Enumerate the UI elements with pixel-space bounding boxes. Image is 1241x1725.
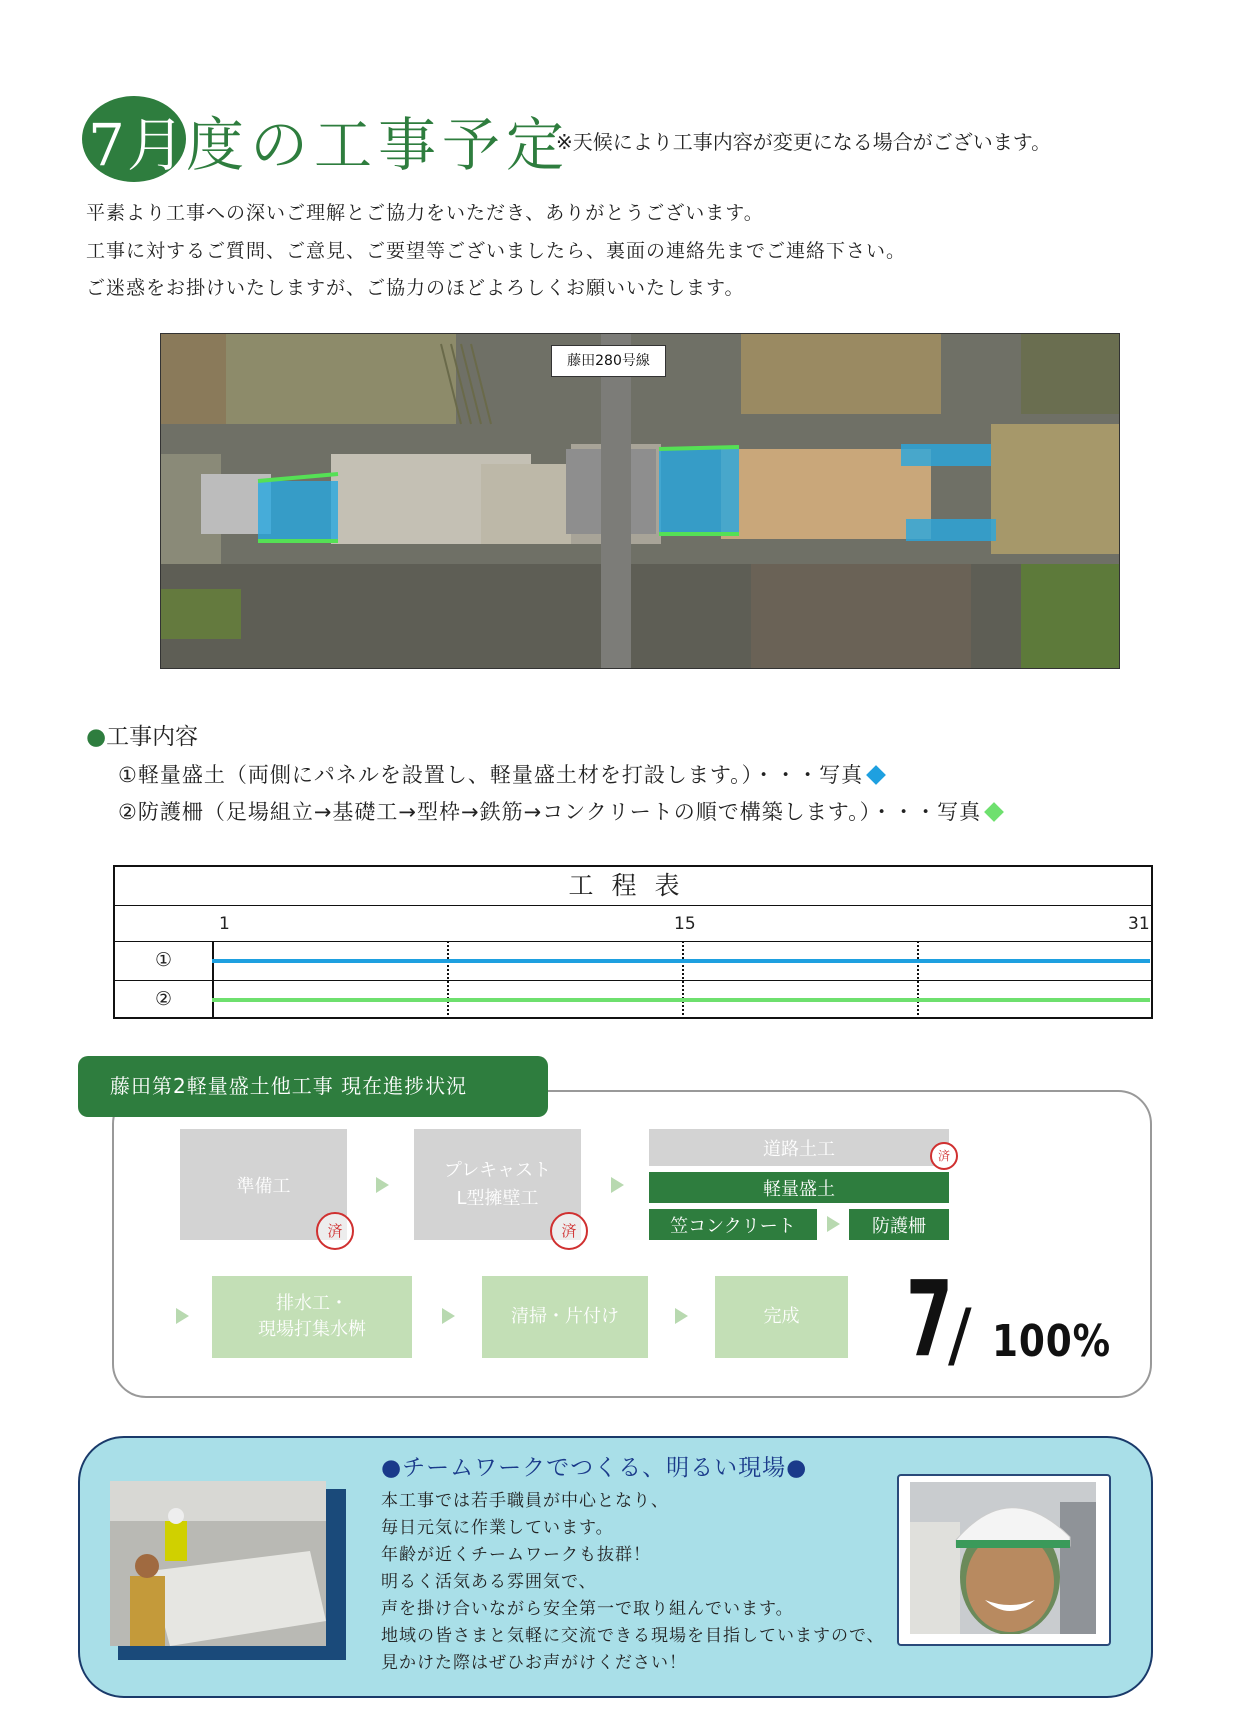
arrow-icon bbox=[675, 1308, 688, 1324]
done-stamp: 済 bbox=[550, 1212, 588, 1250]
step-road bbox=[649, 1129, 949, 1166]
road-label: 藤田280号線 bbox=[551, 345, 666, 377]
workers-photo-drawing bbox=[110, 1481, 326, 1646]
teamwork-line: 年齢が近くチームワークも抜群！ bbox=[381, 1545, 651, 1565]
teamwork-line: 声を掛け合いながら安全第一で取り組んでいます。 bbox=[381, 1599, 794, 1619]
works-item-2 bbox=[118, 796, 1001, 826]
works-title: 工事内容 bbox=[106, 724, 199, 750]
schedule-divider-2 bbox=[115, 980, 1151, 981]
schedule-bar-1 bbox=[212, 959, 1150, 963]
step-done-label: 完成 bbox=[763, 1306, 800, 1327]
step-road-label: 道路土工 bbox=[763, 1138, 835, 1160]
intro-line-2: 工事に対するご質問、ご意見、ご要望等ございましたら、裏面の連絡先までご連絡下さい。 bbox=[86, 240, 907, 262]
schedule-gridline bbox=[917, 941, 919, 1019]
schedule-gridline bbox=[682, 941, 684, 1019]
teamwork-line: 本工事では若手職員が中心となり、 bbox=[381, 1491, 669, 1511]
works-item-2-text: ②防護柵（足場組立→基礎工→型枠→鉄筋→コンクリートの順で構築します。）・・・写真 bbox=[118, 800, 982, 824]
works-item-1-text: ①軽量盛土（両側にパネルを設置し、軽量盛土材を打設します。）・・・写真 bbox=[118, 763, 864, 787]
arrow-icon bbox=[176, 1308, 189, 1324]
portrait-photo bbox=[910, 1482, 1096, 1634]
blue-diamond-icon bbox=[866, 765, 886, 785]
done-stamp: 済 bbox=[316, 1212, 354, 1250]
step-guard-label: 防護柵 bbox=[872, 1215, 926, 1237]
teamwork-line: 毎日元気に作業しています。 bbox=[381, 1518, 614, 1538]
arrow-icon bbox=[827, 1216, 840, 1232]
day-label: 31 bbox=[1128, 914, 1150, 934]
step-clean bbox=[482, 1276, 648, 1358]
arrow-icon bbox=[611, 1177, 624, 1193]
portrait-photo-drawing bbox=[910, 1482, 1096, 1634]
row-label: ② bbox=[155, 988, 173, 1010]
weather-note: ※天候により工事内容が変更になる場合がございます。 bbox=[556, 130, 1052, 154]
bullet-icon: ● bbox=[86, 724, 107, 750]
day-label: 1 bbox=[219, 914, 230, 934]
workers-photo bbox=[110, 1481, 326, 1646]
page-title: 度の工事予定 bbox=[186, 111, 571, 179]
schedule-label-divider bbox=[212, 941, 214, 1019]
schedule-gridline bbox=[447, 941, 449, 1019]
works-heading bbox=[86, 718, 198, 751]
arrow-icon bbox=[442, 1308, 455, 1324]
progress-total: 100% bbox=[992, 1316, 1111, 1367]
arrow-icon bbox=[376, 1177, 389, 1193]
intro-line-3: ご迷惑をお掛けいたしますが、ご協力のほどよろしくお願いいたします。 bbox=[86, 277, 745, 299]
step-light-fill bbox=[649, 1172, 949, 1203]
step-guard bbox=[849, 1209, 949, 1240]
intro-line-1: 平素より工事への深いご理解とご協力をいただき、ありがとうございます。 bbox=[86, 202, 764, 224]
step-clean-label: 清掃・片付け bbox=[511, 1306, 619, 1327]
schedule-title: 工程表 bbox=[115, 867, 1151, 906]
green-diamond-icon bbox=[984, 802, 1004, 822]
schedule-bar-2 bbox=[212, 998, 1150, 1002]
progress-slash: / bbox=[948, 1294, 972, 1376]
works-item-1 bbox=[118, 759, 883, 789]
teamwork-title: ●チームワークでつくる、明るい現場● bbox=[381, 1455, 808, 1481]
step-kasa bbox=[649, 1209, 817, 1240]
teamwork-line: 見かけた際はぜひお声がけください！ bbox=[381, 1653, 687, 1673]
aerial-photo bbox=[160, 333, 1120, 669]
done-stamp-small: 済 bbox=[930, 1142, 958, 1170]
step-drain bbox=[212, 1276, 412, 1358]
step-drain-label-2: 現場打集水桝 bbox=[258, 1319, 366, 1340]
step-light-fill-label: 軽量盛土 bbox=[763, 1178, 835, 1200]
step-done bbox=[715, 1276, 848, 1358]
row-label: ① bbox=[155, 949, 173, 971]
day-label: 15 bbox=[674, 914, 696, 934]
month-label: 7月 bbox=[88, 111, 187, 179]
teamwork-line: 地域の皆さまと気軽に交流できる現場を目指していますので、 bbox=[381, 1626, 885, 1646]
progress-percent: 7 bbox=[906, 1258, 953, 1380]
schedule-divider-1 bbox=[115, 941, 1151, 942]
step-precast-label-1: プレキャスト bbox=[443, 1159, 552, 1181]
step-drain-label-1: 排水工・ bbox=[276, 1293, 348, 1314]
step-kasa-label: 笠コンクリート bbox=[670, 1215, 796, 1237]
aerial-photo-drawing bbox=[161, 334, 1119, 668]
step-prep-label: 準備工 bbox=[236, 1175, 291, 1197]
teamwork-line: 明るく活気ある雰囲気で、 bbox=[381, 1572, 597, 1592]
step-precast-label-2: L型擁壁工 bbox=[456, 1187, 539, 1209]
progress-title: 藤田第2軽量盛土他工事 現在進捗状況 bbox=[78, 1056, 548, 1117]
